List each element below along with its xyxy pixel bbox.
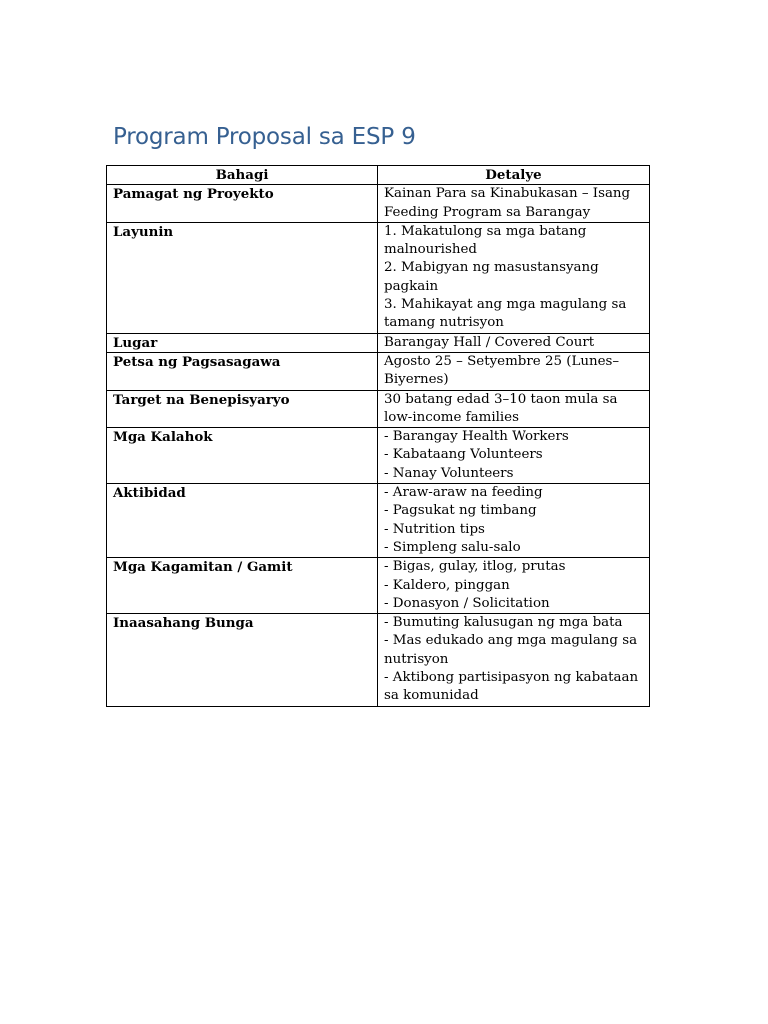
- table-row: [107, 614, 650, 706]
- row-detail: [378, 558, 650, 614]
- detail-line: - Kaldero, pinggan: [384, 577, 510, 593]
- detail-line: - Bumuting kalusugan ng mga bata: [384, 615, 623, 631]
- row-label: Petsa ng Pagsasagawa: [107, 352, 378, 390]
- row-detail: [378, 352, 650, 390]
- detail-line: - Barangay Health Workers: [384, 429, 569, 445]
- table-row: [107, 428, 650, 484]
- row-detail: [378, 484, 650, 558]
- row-detail: [378, 614, 650, 706]
- proposal-table: [106, 165, 650, 707]
- detail-line: - Kabataang Volunteers: [384, 447, 543, 463]
- table-row: [107, 185, 650, 223]
- row-label: Inaasahang Bunga: [107, 614, 378, 706]
- detail-line: 3. Mahikayat ang mga magulang sa tamang nutrisyon: [384, 297, 627, 331]
- detail-line: - Araw-araw na feeding: [384, 485, 543, 501]
- row-detail: [378, 333, 650, 352]
- detail-line: - Donasyon / Solicitation: [384, 595, 550, 611]
- detail-line: - Nanay Volunteers: [384, 465, 514, 481]
- table-row: [107, 352, 650, 390]
- column-header-detalye: Detalye: [378, 166, 650, 185]
- row-label: Mga Kalahok: [107, 428, 378, 484]
- detail-line: - Simpleng salu-salo: [384, 539, 521, 555]
- detail-line: - Bigas, gulay, itlog, prutas: [384, 559, 566, 575]
- page-title: Program Proposal sa ESP 9: [113, 124, 416, 150]
- row-label: Layunin: [107, 222, 378, 333]
- row-label: Mga Kagamitan / Gamit: [107, 558, 378, 614]
- table-row: [107, 390, 650, 428]
- row-detail: [378, 390, 650, 428]
- row-label: Pamagat ng Proyekto: [107, 185, 378, 223]
- detail-line: 2. Mabigyan ng masustansyang pagkain: [384, 260, 599, 294]
- detail-line: - Aktibong partisipasyon ng kabataan sa komunidad: [384, 670, 639, 704]
- table-header-row: [107, 166, 650, 185]
- detail-line: 1. Makatulong sa mga batang malnourished: [384, 223, 587, 258]
- row-label: Target na Benepisyaryo: [107, 390, 378, 428]
- column-header-bahagi: Bahagi: [107, 166, 378, 185]
- row-label: Lugar: [107, 333, 378, 352]
- detail-line: Agosto 25 – Setyembre 25 (Lunes–Biyernes): [384, 353, 620, 388]
- detail-line: Kainan Para sa Kinabukasan – Isang Feeding Program sa Barangay: [384, 186, 631, 220]
- table-row: [107, 484, 650, 558]
- row-detail: [378, 185, 650, 223]
- table-row: [107, 333, 650, 352]
- detail-line: - Mas edukado ang mga magulang sa nutrisyon: [384, 633, 638, 667]
- table-row: [107, 222, 650, 333]
- detail-line: - Nutrition tips: [384, 521, 485, 537]
- detail-line: 30 batang edad 3–10 taon mula sa low-income families: [384, 391, 618, 425]
- detail-line: Barangay Hall / Covered Court: [384, 334, 595, 350]
- row-label: Aktibidad: [107, 484, 378, 558]
- row-detail: [378, 428, 650, 484]
- detail-line: - Pagsukat ng timbang: [384, 503, 537, 519]
- table-row: [107, 558, 650, 614]
- row-detail: [378, 222, 650, 333]
